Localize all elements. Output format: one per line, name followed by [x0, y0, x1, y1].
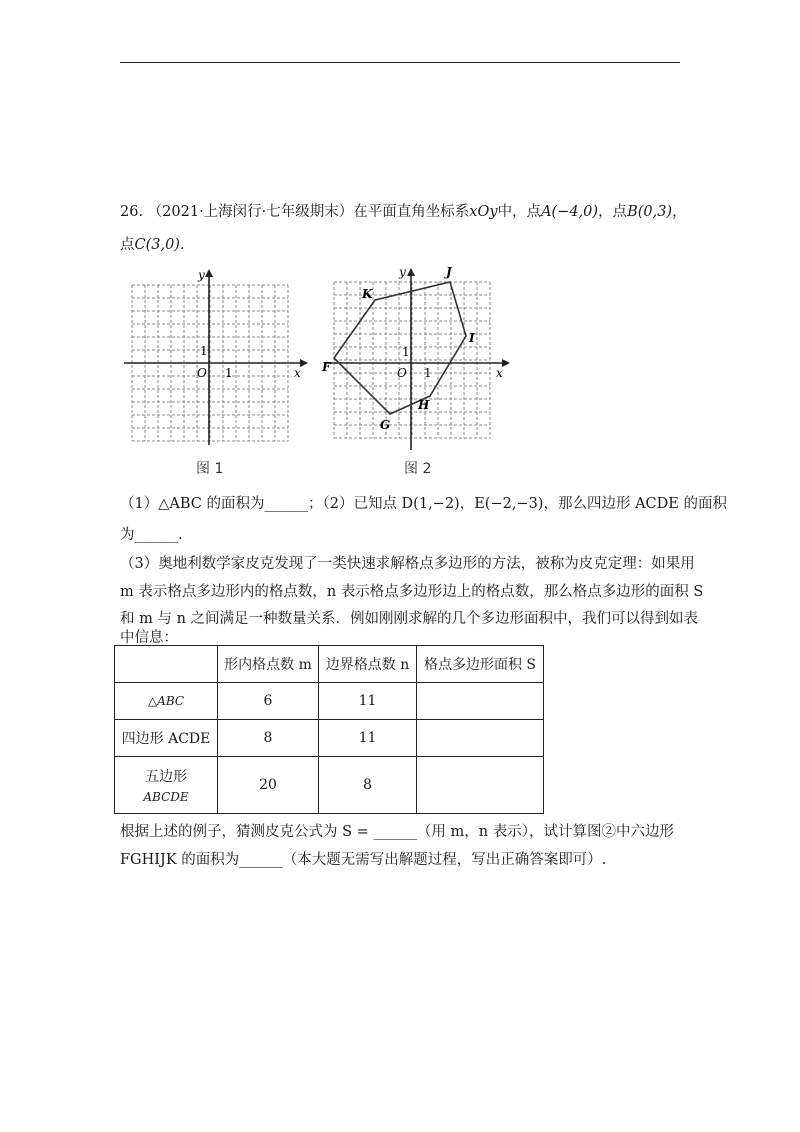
table-cell-n: 11: [319, 683, 417, 720]
figure-2-caption: 图 2: [404, 461, 432, 477]
question-3-line-4: 中信息：: [120, 630, 178, 646]
x-axis-label: x: [294, 366, 301, 380]
table-row-label-line: 五边形: [145, 769, 187, 785]
vertex-i-label: I: [469, 331, 475, 345]
y-axis-arrow-icon: [407, 268, 415, 276]
x-axis-label: x: [496, 366, 503, 380]
x-axis-arrow-icon: [300, 359, 308, 367]
vertex-g-label: G: [380, 418, 391, 432]
table-row: [115, 757, 544, 814]
y-axis-label: y: [399, 265, 406, 279]
conclusion-line-1: 根据上述的例子，猜测皮克公式为 S = ______（用 m，n 表示），试计算图②中六边形: [120, 824, 674, 840]
unit-y-label: 1: [200, 344, 208, 358]
vertex-k-label: K: [362, 287, 373, 301]
question-1-2-cont: 为______.: [120, 527, 183, 543]
table-row: [115, 720, 544, 757]
question-3-line-1: （3）奥地利数学家皮克发现了一类快速求解格点多边形的方法，被称为皮克定理：如果用: [120, 556, 695, 572]
problem-number: 26.: [120, 204, 144, 220]
problem-text: 中，点: [497, 204, 542, 220]
problem-text: .: [179, 237, 185, 253]
hexagon-fghijk: [334, 282, 466, 414]
figure-1-graph: [118, 265, 308, 455]
origin-label: O: [397, 366, 407, 380]
table-cell-s: [417, 683, 544, 720]
table-row-label: △ABC: [115, 683, 218, 720]
vertex-h-label: H: [418, 398, 430, 412]
table-header-cell: 形内格点数 m: [218, 646, 319, 683]
table-row-label: 四边形 ACDE: [115, 720, 218, 757]
table-row: [115, 683, 544, 720]
y-axis-arrow-icon: [205, 269, 213, 277]
table-cell-m: 6: [218, 683, 319, 720]
conclusion-line-2: FGHIJK 的面积为______（本大题无需写出解题过程，写出正确答案即可）.: [120, 852, 607, 868]
question-1-2: （1）△ABC 的面积为______；（2）已知点 D(1,−2)，E(−2,−3)，那么四边形 ACDE 的面积: [120, 496, 727, 512]
problem-text: ，: [672, 204, 687, 220]
table-header-cell: 格点多边形面积 S: [417, 646, 544, 683]
coord-system-label: xOy: [469, 204, 498, 220]
problem-source: （2021·上海闵行·七年级期末）: [147, 204, 354, 220]
question-3-line-3: 和 m 与 n 之间满足一种数量关系．例如刚刚求解的几个多边形面积中，我们可以得到如表: [120, 611, 699, 627]
unit-y-label: 1: [402, 345, 410, 359]
header-rule: [120, 62, 680, 63]
origin-label: O: [197, 366, 207, 380]
problem-line-1: [120, 200, 687, 221]
y-axis-label: y: [198, 268, 205, 282]
unit-x-label: 1: [424, 366, 432, 380]
table-cell-n: 8: [319, 757, 417, 814]
point-b: B(0,3): [627, 204, 673, 220]
pick-theorem-table: [114, 645, 544, 814]
problem-text: 在平面直角坐标系: [353, 204, 470, 220]
vertex-j-label: J: [446, 265, 452, 279]
table-row-label: [115, 757, 218, 814]
problem-text: ，点: [598, 204, 628, 220]
x-axis-arrow-icon: [502, 359, 510, 367]
table-header-cell: 边界格点数 n: [319, 646, 417, 683]
table-cell-s: [417, 720, 544, 757]
table-header-row: [115, 646, 544, 683]
figure-1-caption: 图 1: [196, 461, 224, 477]
question-3-line-2: m 表示格点多边形内的格点数，n 表示格点多边形边上的格点数，那么格点多边形的面积 S: [120, 584, 704, 600]
problem-line-2: [120, 233, 185, 254]
problem-text: 点: [120, 237, 135, 253]
unit-x-label: 1: [225, 366, 233, 380]
figure-2-graph: [320, 262, 510, 457]
table-cell-m: 20: [218, 757, 319, 814]
table-header-cell: [115, 646, 218, 683]
table-row-label-line: ABCDE: [143, 790, 189, 804]
table-cell-n: 11: [319, 720, 417, 757]
point-a: A(−4,0): [541, 204, 599, 220]
table-cell-m: 8: [218, 720, 319, 757]
point-c: C(3,0): [134, 237, 180, 253]
table-cell-s: [417, 757, 544, 814]
vertex-f-label: F: [322, 360, 331, 374]
